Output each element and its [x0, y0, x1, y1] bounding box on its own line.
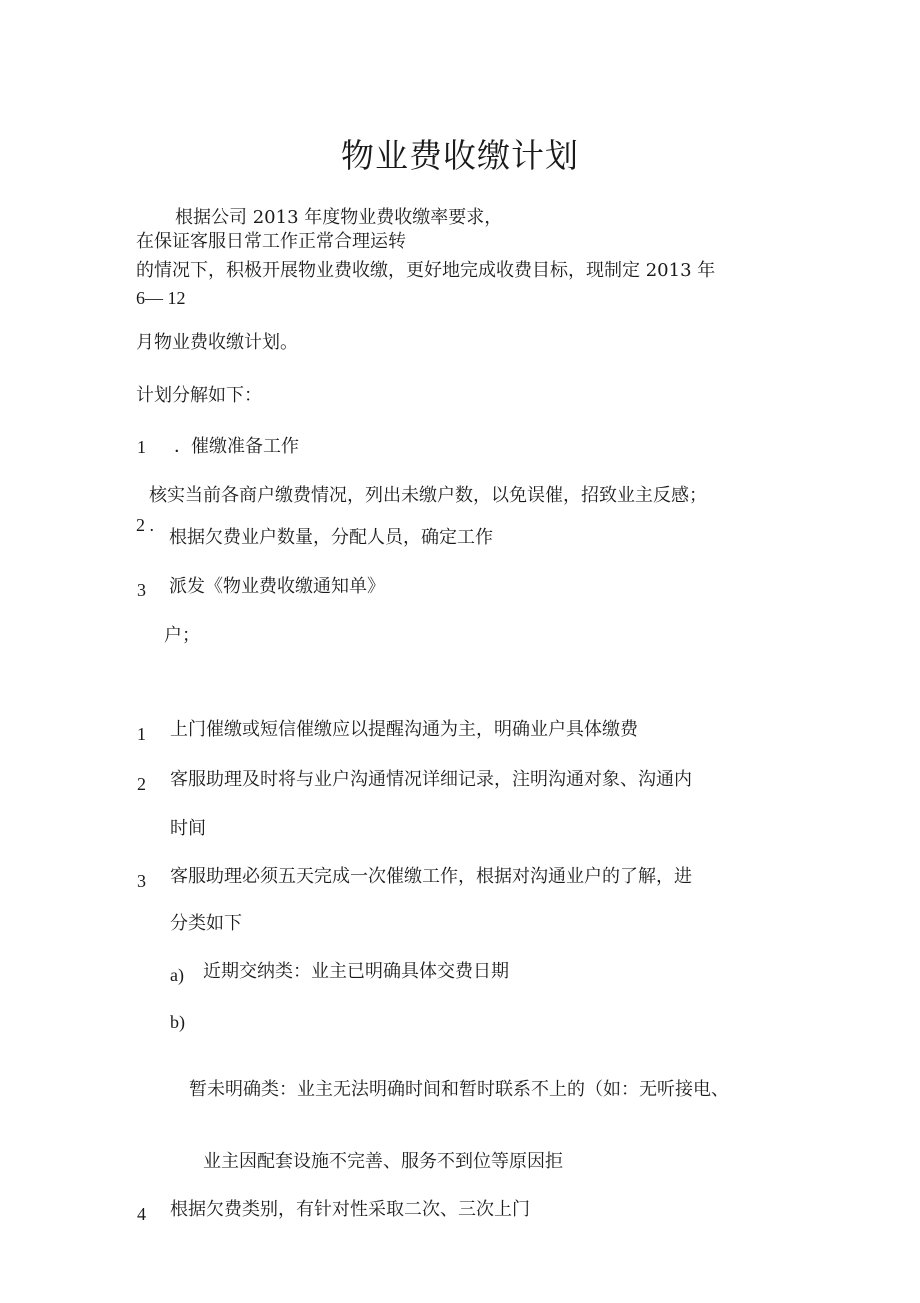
section2-item3-text: 客服助理必须五天完成一次催缴工作，根据对沟通业户的了解，进 [170, 866, 692, 887]
section2-item2-text: 客服助理及时将与业户沟通情况详细记录，注明沟通对象、沟通内 [170, 769, 692, 790]
section1-item2-text: 根据欠费业户数量，分配人员，确定工作 [169, 527, 493, 548]
sub-b-label: b) [170, 1012, 185, 1032]
section1-dot: ． [174, 436, 192, 457]
section1-number: 1 [137, 437, 146, 457]
sub-b-cont: 业主因配套设施不完善、服务不到位等原因拒 [203, 1151, 563, 1172]
plan-intro: 计划分解如下： [136, 385, 262, 406]
sub-a-label: a) [170, 965, 184, 985]
page-title: 物业费收缴计划 [341, 136, 579, 175]
section2-item4-text: 根据欠费类别，有针对性采取二次、三次上门 [170, 1199, 530, 1220]
section2-item2-number: 2 [137, 774, 146, 794]
section1-item3-number: 3 [137, 580, 146, 600]
section1-item3-cont: 户； [164, 625, 200, 646]
section2-item1-number: 1 [137, 724, 146, 744]
section1-item2-number: 2 . [136, 515, 154, 535]
section2-item3-cont: 分类如下 [170, 913, 242, 934]
intro-line-5: 月物业费收缴计划。 [136, 332, 298, 353]
section1-heading: 催缴准备工作 [191, 436, 299, 457]
section2-item3-number: 3 [137, 871, 146, 891]
sub-b-text: 暂未明确类：业主无法明确时间和暂时联系不上的（如：无听接电、 [189, 1079, 729, 1100]
intro-line-3: 的情况下，积极开展物业费收缴，更好地完成收费目标，现制定 2013 年 [136, 260, 716, 281]
intro-line-4: 6— 12 [136, 288, 186, 308]
section2-item1-text: 上门催缴或短信催缴应以提醒沟通为主，明确业户具体缴费 [170, 719, 638, 740]
section1-item3-text: 派发《物业费收缴通知单》 [169, 576, 385, 597]
section1-verify-item: 核实当前各商户缴费情况，列出未缴户数，以免误催，招致业主反感； [149, 485, 707, 506]
sub-a-text: 近期交纳类：业主已明确具体交费日期 [203, 961, 509, 982]
section2-item4-number: 4 [137, 1204, 146, 1224]
intro-line-1: 根据公司 2013 年度物业费收缴率要求， [175, 207, 503, 228]
intro-line-2: 在保证客服日常工作正常合理运转 [136, 231, 406, 252]
section2-item2-cont: 时间 [170, 818, 206, 839]
